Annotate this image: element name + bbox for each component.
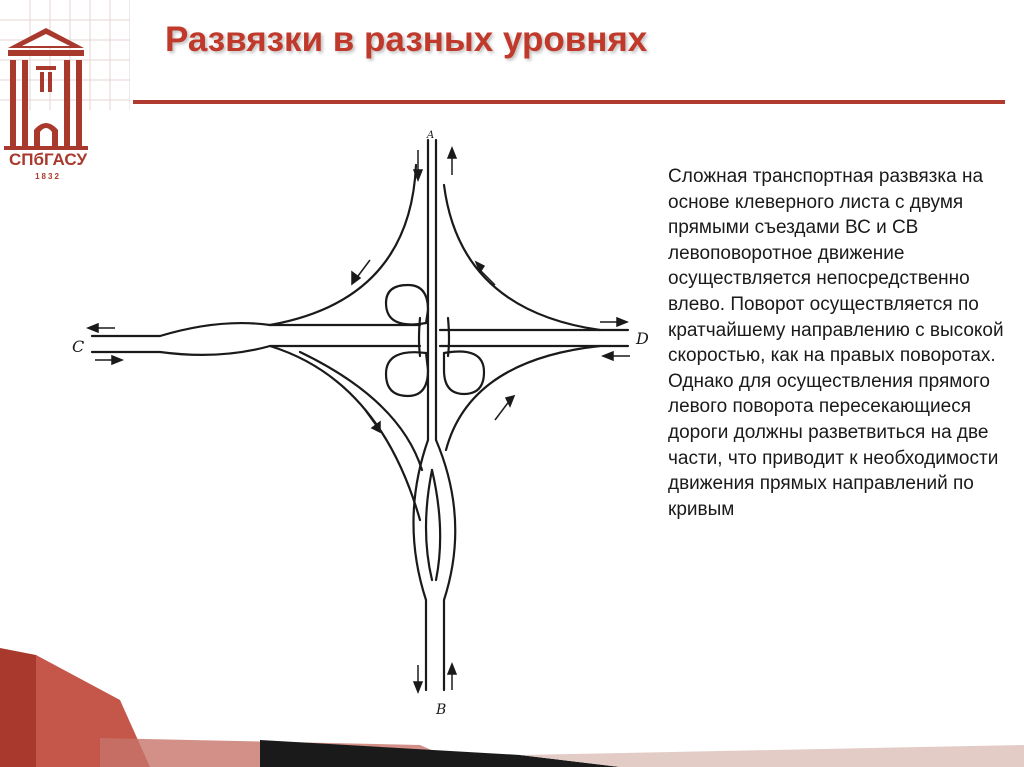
label-b: B [436,702,447,718]
label-c: C [72,337,85,356]
title-divider [133,100,1005,104]
logo-text: СПбГАСУ [8,150,88,169]
logo-building-icon [0,0,130,110]
slide-description: Сложная транспортная развязка на основе клеверного листа с двумя прямыми съездами ВС и СВ левоповоротное движение осуществляется непосредственно влево. Поворот осуществляется по кратчайшему направлению с высокой скоростью, как на правых поворотах. Однако для осуществления прямого левого поворота пересекающиеся дороги должны разветвиться на две части, что приводит к необходимости движения прямых направлений по кривым [668,166,1004,520]
cloverleaf-interchange-diagram [60,120,670,730]
slide-title: Развязки в разных уровнях [165,20,648,59]
logo-year: 1832 [35,172,61,181]
label-a: A [427,130,435,141]
label-d: D [636,329,649,348]
